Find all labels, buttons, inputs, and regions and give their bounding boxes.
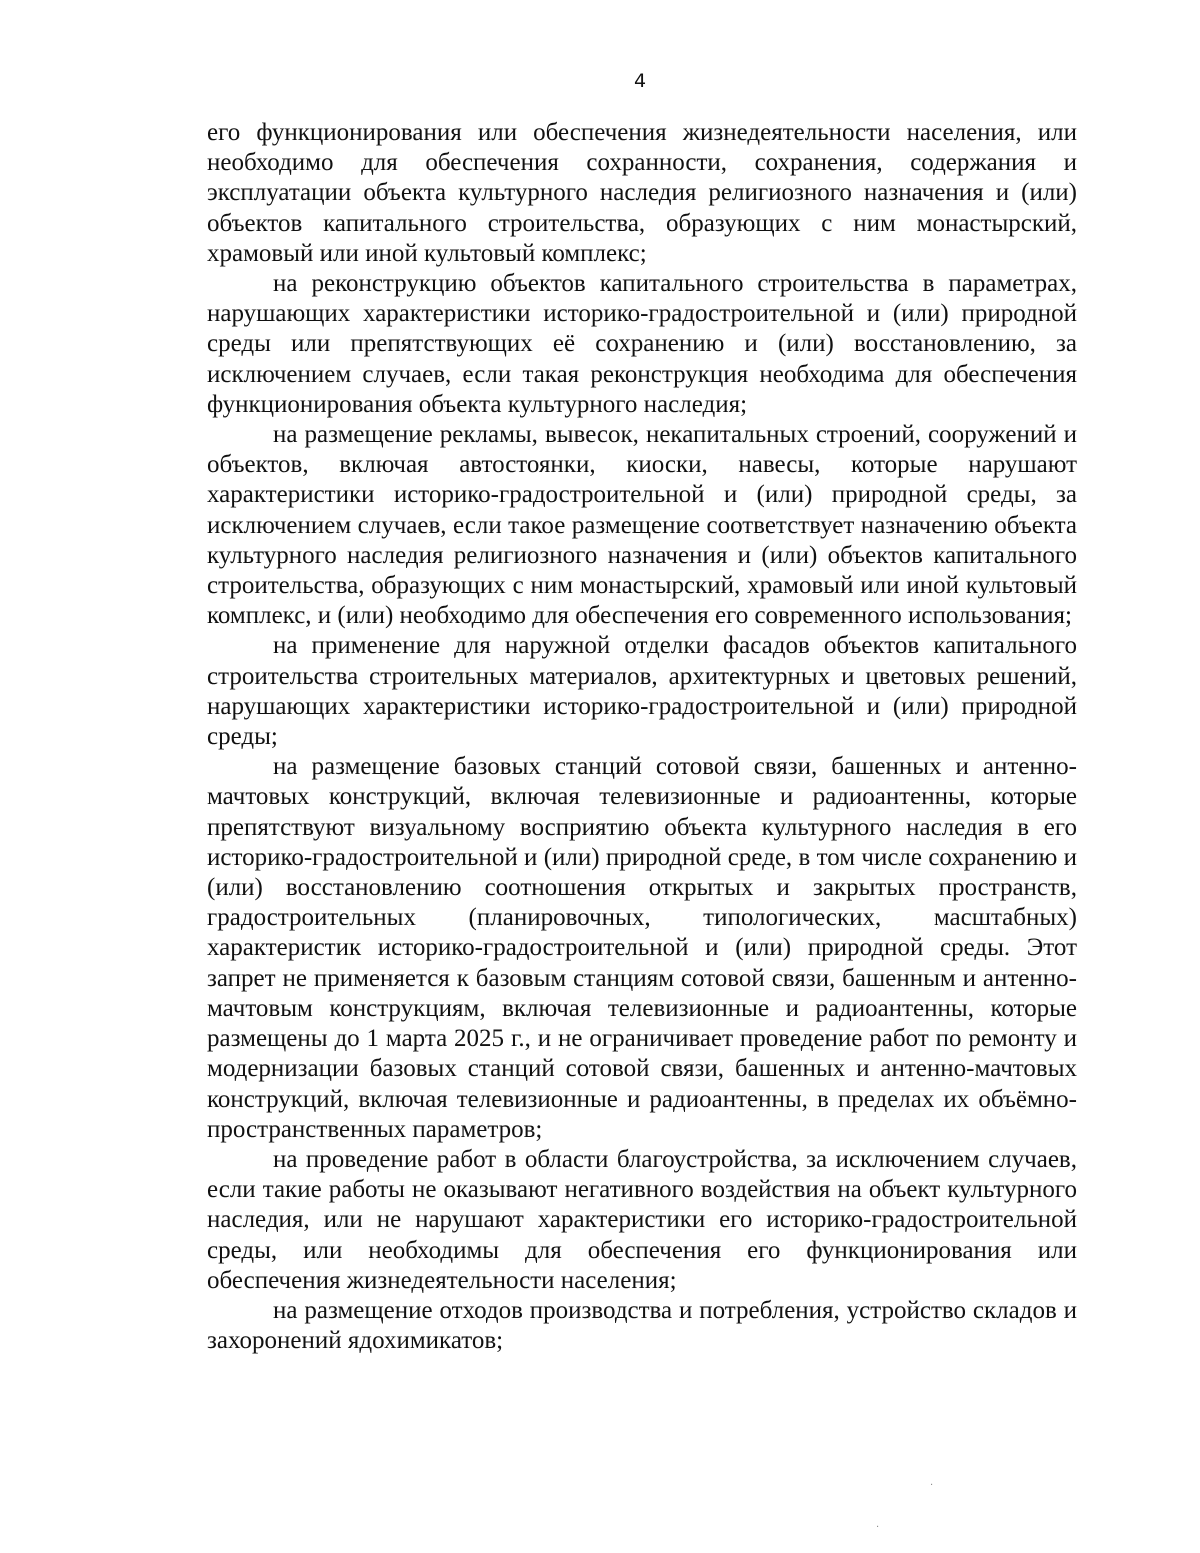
paragraph-cell-stations: на размещение базовых станций сотовой связи, башенных и антенно-мачтовых конструкций, включая телевизионные и радиоантенны, которые препятствуют визуальному восприятию объекта культурного наследия в его историко-градостроительной и (или) природной среде, в том числе сохранению и (или) восстановлению соотношения открытых и закрытых пространств, градостроительных (планировочных, типологических, масштабных) характеристик историко-градостроительной и (или) природной среды. Этот запрет не применяется к базовым станциям сотовой связи, башенным и антенно-мачтовым конструкциям, включая телевизионные и радиоантенны, которые размещены до 1 марта 2025 г., и не ограничивает проведение работ по ремонту и модернизации базовых станций сотовой связи, башенных и антенно-мачтовых конструкций, включая телевизионные и радиоантенны, в пределах их объёмно-пространственных параметров; (207, 753, 1077, 1143)
paragraph-advertising: на размещение рекламы, вывесок, некапитальных строений, сооружений и объектов, включая автостоянки, киоски, навесы, которые нарушают характеристики историко-градостроительной и (или) природной среды, за исключением случаев, если такое размещение соответствует назначению объекта культурного наследия религиозного назначения и (или) объектов капитального строительства, образующих с ним монастырский, храмовый или иной культовый комплекс, и (или) необходимо для обеспечения его современного использования; (207, 421, 1077, 630)
document-body (207, 118, 1077, 1356)
paragraph-waste: на размещение отходов производства и потребления, устройство складов и захоронений ядохимикатов; (207, 1296, 1077, 1355)
paragraph-landscaping: на проведение работ в области благоустройства, за исключением случаев, если такие работы не оказывают негативного воздействия на объект культурного наследия, или не нарушают характеристики его историко-градостроительной среды, или необходимы для обеспечения его функционирования или обеспечения жизнедеятельности населения; (207, 1145, 1077, 1294)
paragraph-reconstruction: на реконструкцию объектов капитального строительства в параметрах, нарушающих характеристики историко-градостроительной и (или) природной среды или препятствующих её сохранению и (или) восстановлению, за исключением случаев, если такая реконструкция необходима для обеспечения функционирования объекта культурного наследия; (207, 270, 1077, 418)
page-number: 4 (633, 70, 647, 92)
paragraph-continuation: его функционирования или обеспечения жизнедеятельности населения, или необходимо для обеспечения сохранности, сохранения, содержания и эксплуатации объекта культурного наследия религиозного назначения и (или) объектов капитального строительства, образующих с ним монастырский, храмовый или иной культовый комплекс; (207, 119, 1077, 267)
scan-speck: · (930, 1480, 934, 1491)
paragraph-facade-finishing: на применение для наружной отделки фасадов объектов капитального строительства строительных материалов, архитектурных и цветовых решений, нарушающих характеристики историко-градостроительной и (или) природной среды; (207, 632, 1077, 751)
scan-speck: · (876, 1522, 880, 1533)
